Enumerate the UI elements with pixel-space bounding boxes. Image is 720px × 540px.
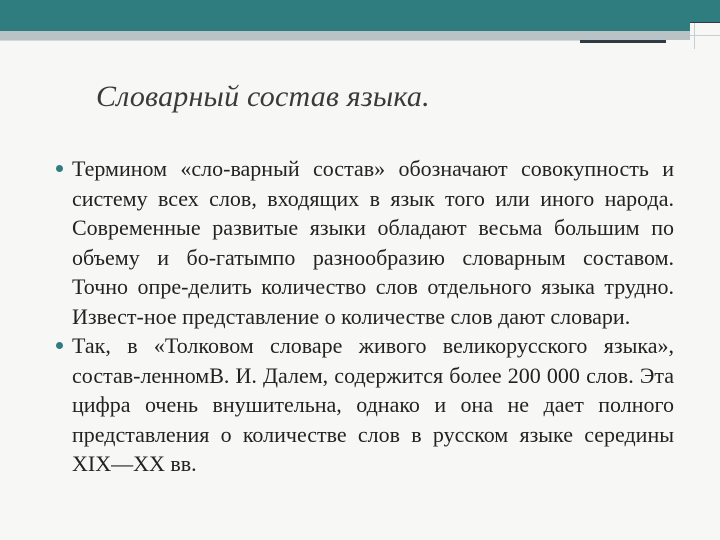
gray-strip (0, 31, 690, 40)
bullet-dot-icon (56, 342, 63, 349)
slide-body (54, 154, 674, 479)
top-band-teal (0, 0, 720, 22)
corner-line-vertical (694, 23, 695, 49)
bullet-item-1 (54, 154, 674, 331)
divider-accent (580, 40, 666, 43)
slide-title: Словарный состав языка. (96, 80, 430, 113)
bullet-dot-icon (56, 165, 63, 172)
bullet-text-1: Термином «сло-варный состав» обозначают совокупность и систему всех слов, входящих в язык того или иного народа. Современные развитые языки обладают весьма большим по объему и бо-гатымпо разнообразию словарным составом. Точно опре-делить количество слов отдельного языка трудно. Извест-ное представление о количестве слов дают словари. (72, 156, 674, 329)
bullet-item-2 (54, 331, 674, 479)
bullet-text-2: Так, в «Толковом словаре живого великорусского языка», состав-ленномВ. И. Далем, содержится более 200 000 слов. Эта цифра очень внушительна, однако и она не дает полного представления о количестве слов в русском языке середины XIX—XX вв. (72, 333, 674, 476)
divider-line (0, 40, 580, 41)
teal-strip (0, 22, 690, 31)
